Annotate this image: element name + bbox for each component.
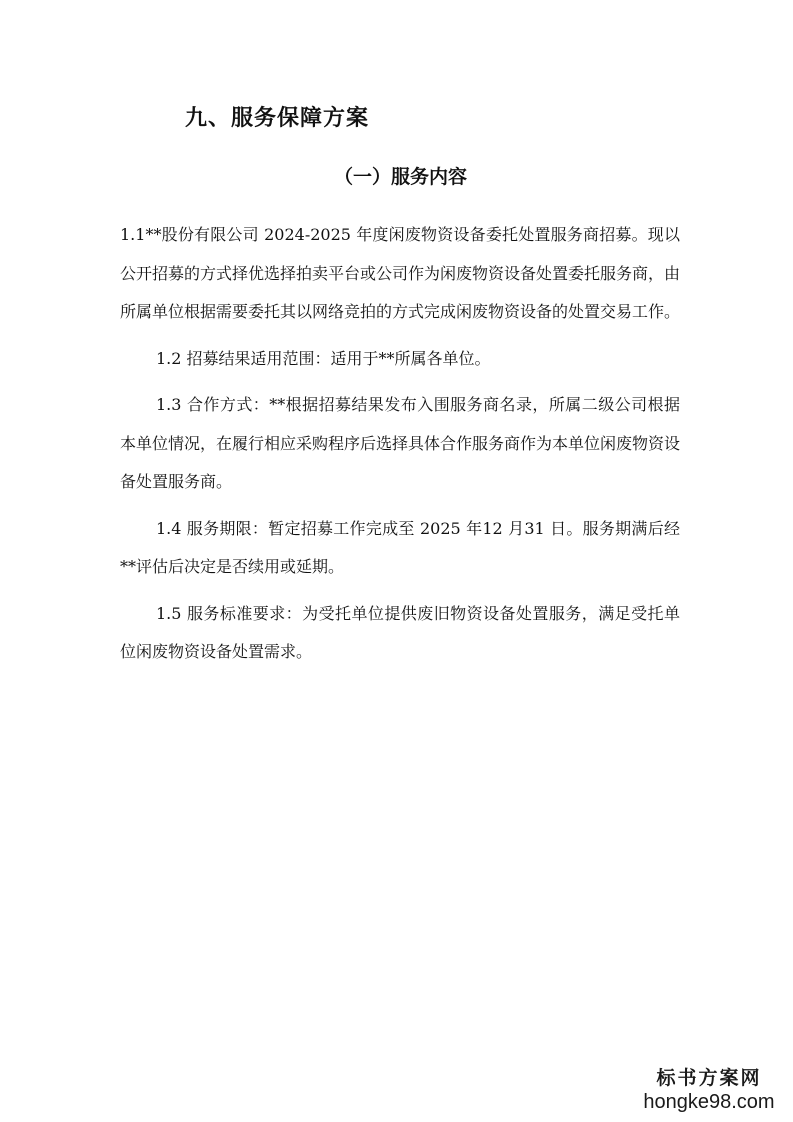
paragraph-1-4: 1.4 服务期限：暂定招募工作完成至 2025 年12 月31 日。服务期满后经**评估后决定是否续用或延期。	[120, 518, 680, 576]
watermark-en-text: hongke98.com	[643, 1091, 775, 1113]
chapter-title: 九、服务保障方案	[185, 106, 370, 131]
paragraph-1-1: 1.1**股份有限公司 2024-2025 年度闲废物资设备委托处置服务商招募。现以公开招募的方式择优选择拍卖平台或公司作为闲废物资设备处置委托服务商，由所属单位根据需要委托其以网络竞拍的方式完成闲废物资设备的处置交易工作。	[120, 225, 681, 321]
document-body	[120, 216, 680, 680]
site-watermark	[639, 1066, 779, 1114]
section-title: （一）服务内容	[333, 166, 467, 188]
paragraph-1-5: 1.5 服务标准要求：为受托单位提供废旧物资设备处置服务，满足受托单位闲废物资设备处置需求。	[120, 603, 680, 661]
paragraph-1-2: 1.2 招募结果适用范围：适用于**所属各单位。	[156, 348, 491, 368]
watermark-cn-text: 标书方案网	[656, 1067, 762, 1089]
paragraph-1-3: 1.3 合作方式：**根据招募结果发布入围服务商名录，所属二级公司根据本单位情况，在履行相应采购程序后选择具体合作服务商作为本单位闲废物资设备处置服务商。	[120, 395, 681, 491]
